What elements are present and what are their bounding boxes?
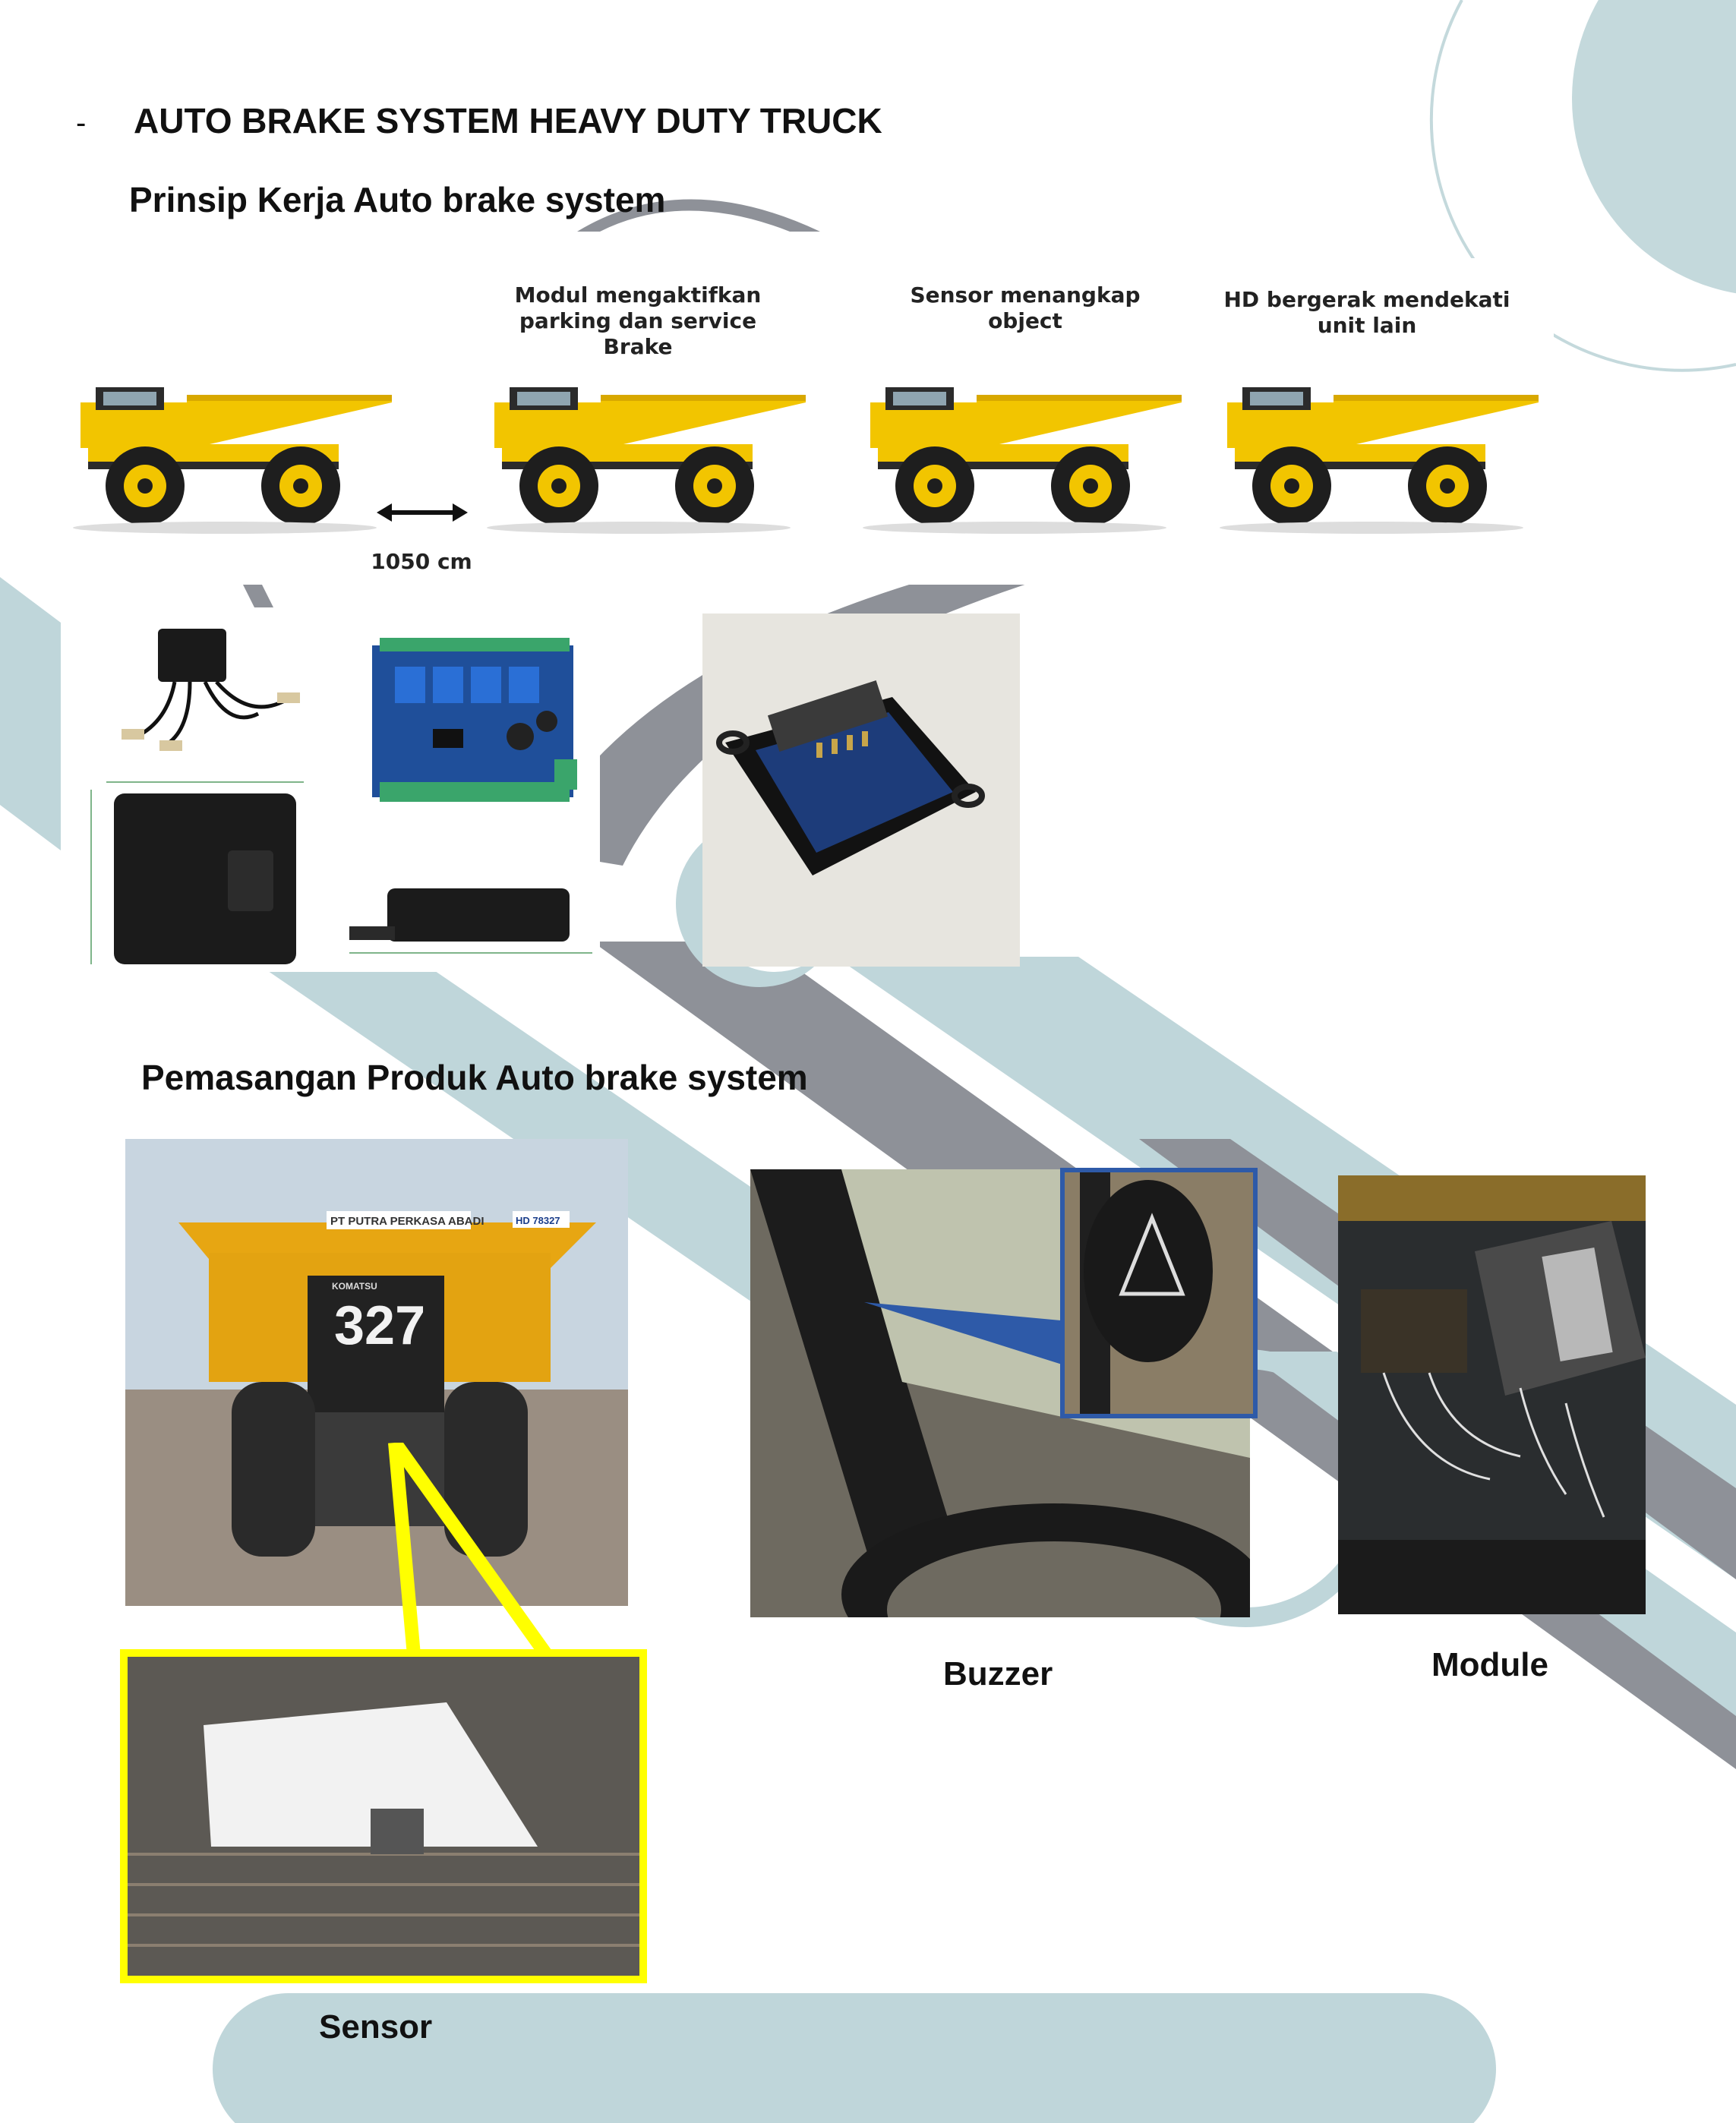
truck-2 [487,387,806,534]
svg-text:327: 327 [334,1295,426,1356]
distance-label: 1050 cm [371,549,472,574]
truck-4 [1220,387,1539,534]
sensor-closeup-photo [120,1649,647,1983]
truck-1 [73,387,392,534]
buzzer-label: Buzzer [943,1655,1053,1692]
pcb-module-photo [702,614,1020,967]
document-title: AUTO BRAKE SYSTEM HEAVY DUTY TRUCK [134,101,882,140]
caption-sensor-detects-object: Sensor menangkap object [910,282,1141,333]
svg-text:PT PUTRA PERKASA ABADI: PT PUTRA PERKASA ABADI [330,1215,485,1228]
module-installed-photo [1338,1175,1646,1614]
caption-hd-approaches-unit: HD bergerak mendekati unit lain [1223,287,1510,338]
module-label: Module [1431,1646,1548,1683]
sensor-label: Sensor [319,2008,433,2046]
component-drawings [76,607,600,972]
buzzer-inset-photo [1060,1168,1258,1418]
bullet-dash: - [76,106,87,140]
caption-module-activates-brake: Modul mengaktifkan parking dan service Brake [514,282,762,359]
truck-row [73,380,1561,539]
sensor-callout-lines [114,1443,645,1670]
distance-arrow-icon [377,503,468,522]
svg-text:HD 78327: HD 78327 [516,1215,560,1226]
section-heading-installation: Pemasangan Produk Auto brake system [141,1058,808,1097]
section-heading-working-principle: Prinsip Kerja Auto brake system [129,180,666,219]
truck-3 [863,387,1182,534]
svg-text:KOMATSU: KOMATSU [332,1281,377,1292]
